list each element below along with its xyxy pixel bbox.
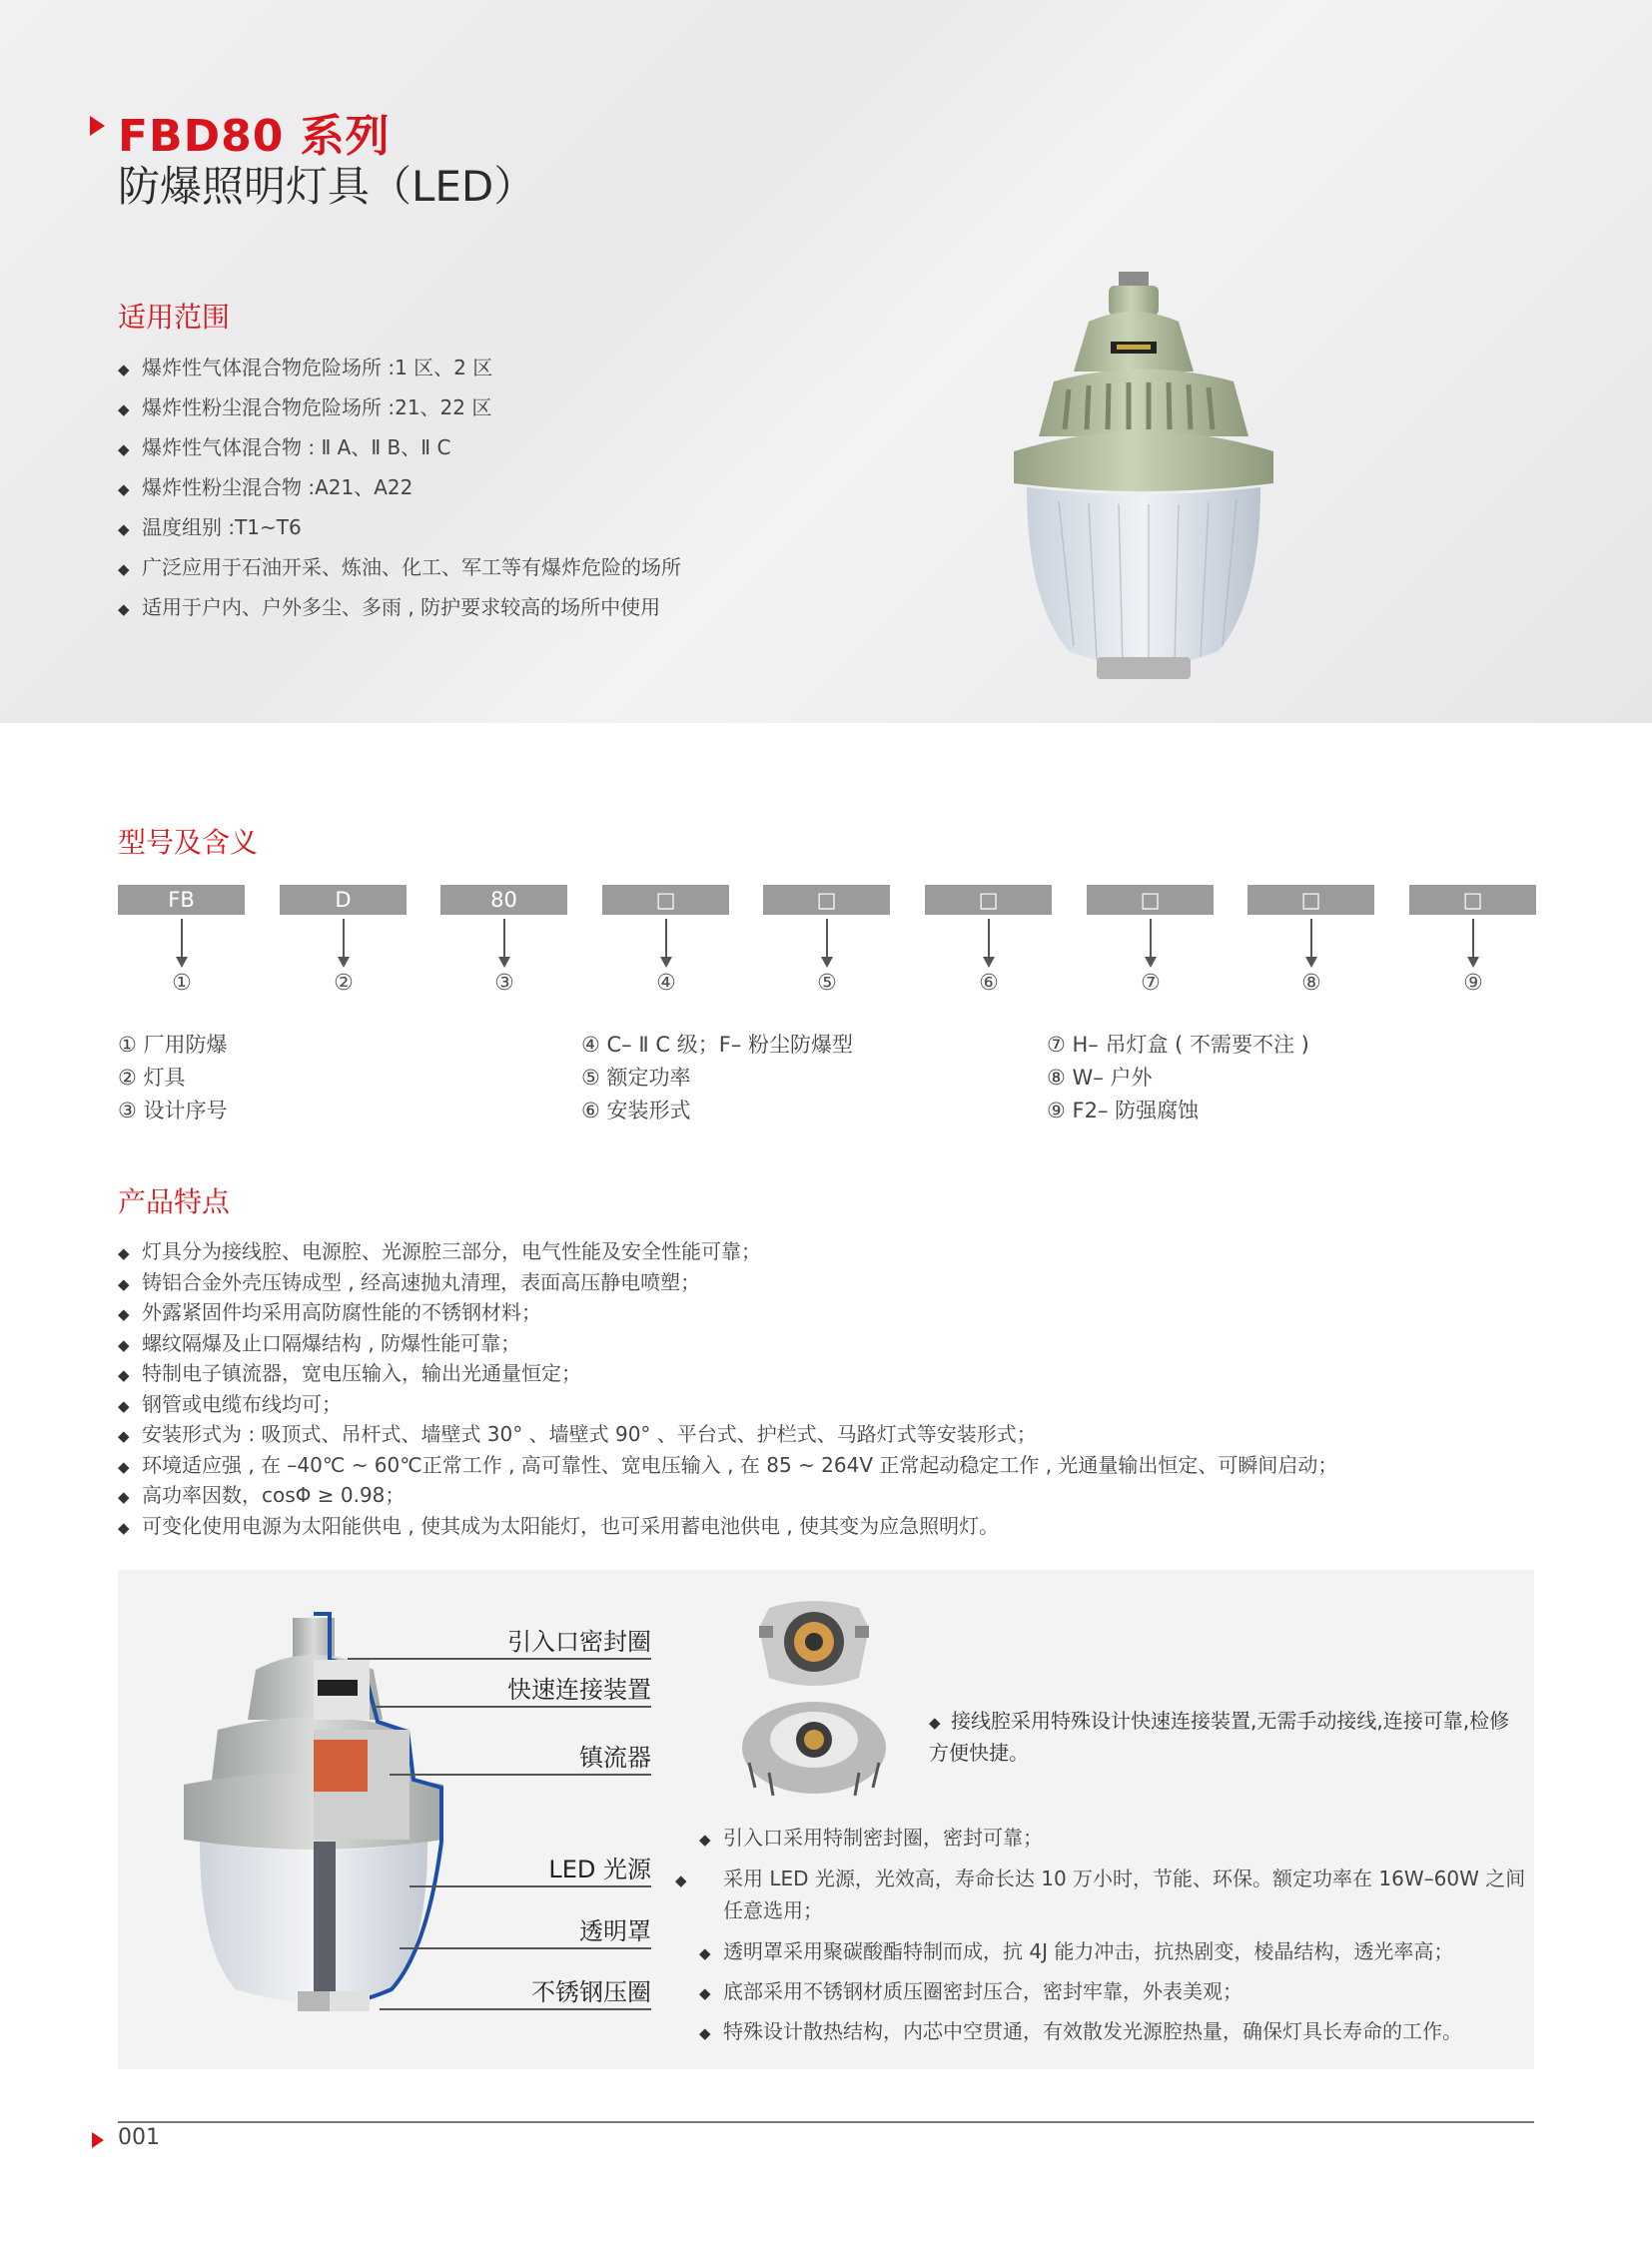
diamond-bullet-icon: ◆ <box>118 1244 130 1262</box>
code-box: □ <box>602 885 729 915</box>
scope-heading: 适用范围 <box>118 301 231 334</box>
list-item: ◆ 外露紧固件均采用高防腐性能的不锈钢材料； <box>118 1297 1337 1328</box>
arrow-line <box>343 919 345 959</box>
code-box: D <box>280 885 407 915</box>
arrow-line <box>665 919 667 959</box>
meaning-item: ⑤ 额定功率 <box>581 1066 691 1090</box>
list-item: ◆ 透明罩采用聚碳酸酯特制而成，抗 4J 能力冲击，抗热剧变，棱晶结构，透光率高； <box>699 1931 1528 1971</box>
callout-line <box>390 1774 651 1776</box>
arrow-down-icon <box>498 957 510 968</box>
meanings-col-1 <box>118 1029 228 1127</box>
list-item: ◆ 温度组别 :T1~T6 <box>118 507 681 547</box>
code-box: □ <box>1087 885 1214 915</box>
red-triangle-icon <box>90 116 105 136</box>
callout-label: 引入口密封圈 <box>507 1628 651 1656</box>
meaning-item: ⑦ H– 吊灯盒 ( 不需要不注 ) <box>1047 1033 1309 1057</box>
meaning-item: ② 灯具 <box>118 1066 186 1090</box>
arrow-line <box>1472 919 1474 959</box>
arrow-line <box>826 919 828 959</box>
meaning-item: ⑧ W– 户外 <box>1047 1066 1153 1090</box>
arrow-down-icon <box>1467 957 1479 968</box>
footer-divider <box>118 2121 1534 2123</box>
meaning-item: ① 厂用防爆 <box>118 1033 228 1057</box>
arrow-line <box>503 919 505 959</box>
callout-line <box>400 1947 651 1949</box>
diamond-bullet-icon: ◆ <box>118 361 130 378</box>
list-item: ◆ 爆炸性粉尘混合物 :A21、A22 <box>118 467 681 507</box>
callout-label: 镇流器 <box>579 1744 651 1772</box>
arrow-line <box>988 919 990 959</box>
code-index: ⑦ <box>1141 971 1161 996</box>
callout-label: LED 光源 <box>548 1856 651 1883</box>
diamond-bullet-icon: ◆ <box>118 1457 130 1476</box>
diamond-bullet-icon: ◆ <box>118 1488 130 1506</box>
diamond-bullet-icon: ◆ <box>118 600 130 618</box>
list-item: ◆ 特制电子镇流器，宽电压输入，输出光通量恒定； <box>118 1358 1337 1389</box>
list-item: ◆ 爆炸性粉尘混合物危险场所 :21、22 区 <box>118 387 681 427</box>
meaning-item: ⑨ F2– 防强腐蚀 <box>1047 1099 1200 1122</box>
scope-list <box>118 348 681 627</box>
code-box: 80 <box>440 885 567 915</box>
list-item: ◆ 铸铝合金外壳压铸成型 , 经高速抛丸清理，表面高压静电喷塑； <box>118 1267 1337 1298</box>
diamond-bullet-icon: ◆ <box>118 1335 130 1354</box>
model-heading: 型号及含义 <box>118 826 259 859</box>
list-item: ◆ 钢管或电缆布线均可； <box>118 1389 1337 1420</box>
diamond-bullet-icon: ◆ <box>118 1427 130 1445</box>
code-index: ① <box>172 971 192 996</box>
diamond-bullet-icon: ◆ <box>118 520 130 538</box>
list-item: ◆ 螺纹隔爆及止口隔爆结构 , 防爆性能可靠； <box>118 1328 1337 1359</box>
connector-photo <box>739 1598 889 1808</box>
meanings-col-3 <box>1047 1029 1309 1127</box>
code-index: ⑨ <box>1463 971 1483 996</box>
diamond-bullet-icon: ◆ <box>118 1305 130 1323</box>
diamond-bullet-icon: ◆ <box>118 480 130 498</box>
arrow-line <box>1150 919 1152 959</box>
code-box: □ <box>925 885 1052 915</box>
code-box: □ <box>1409 885 1536 915</box>
callout-label: 快速连接装置 <box>507 1676 651 1704</box>
callout-label: 不锈钢压圈 <box>531 1978 651 2006</box>
list-item: ◆ 引入口采用特制密封圈，密封可靠； <box>699 1818 1528 1858</box>
arrow-down-icon <box>1145 957 1157 968</box>
red-triangle-icon <box>92 2132 104 2148</box>
diamond-bullet-icon: ◆ <box>699 2024 711 2042</box>
list-item: ◆ 安装形式为 : 吸顶式、吊杆式、墙壁式 30° 、墙壁式 90° 、平台式、护栏式、马路灯式等安装形式； <box>118 1419 1337 1450</box>
arrow-down-icon <box>338 957 350 968</box>
list-item: ◆ 环境适应强 , 在 –40℃ ~ 60℃正常工作 , 高可靠性、宽电压输入 , 在 85 ~ 264V 正常起动稳定工作 , 光通量输出恒定、可瞬间启动； <box>118 1450 1337 1481</box>
diamond-bullet-icon: ◆ <box>929 1714 941 1732</box>
code-box: FB <box>118 885 245 915</box>
meanings-col-2 <box>581 1029 853 1127</box>
diamond-bullet-icon: ◆ <box>118 1518 130 1537</box>
diamond-bullet-icon: ◆ <box>118 1366 130 1384</box>
product-subtitle: 防爆照明灯具（LED） <box>118 162 536 211</box>
list-item: ◆ 广泛应用于石油开采、炼油、化工、军工等有爆炸危险的场所 <box>118 547 681 587</box>
code-index: ⑥ <box>979 971 999 996</box>
callout-label: 透明罩 <box>579 1917 651 1945</box>
diamond-bullet-icon: ◆ <box>118 400 130 418</box>
list-item: ◆ 灯具分为接线腔、电源腔、光源腔三部分，电气性能及安全性能可靠； <box>118 1236 1337 1267</box>
code-box: □ <box>1247 885 1374 915</box>
diamond-bullet-icon: ◆ <box>699 1831 711 1849</box>
diamond-bullet-icon: ◆ <box>675 1871 687 1889</box>
diamond-bullet-icon: ◆ <box>118 1274 130 1293</box>
meaning-item: ⑥ 安装形式 <box>581 1099 691 1122</box>
code-box: □ <box>763 885 890 915</box>
list-item: ◆ 可变化使用电源为太阳能供电 , 使其成为太阳能灯，也可采用蓄电池供电 , 使其变为应急照明灯。 <box>118 1511 1337 1542</box>
connector-note: ◆ 接线腔采用特殊设计快速连接装置,无需手动接线,连接可靠,检修方便快捷。 <box>929 1709 1510 1765</box>
list-item: ◆ 爆炸性气体混合物 : Ⅱ A、Ⅱ B、Ⅱ C <box>118 427 681 467</box>
diamond-bullet-icon: ◆ <box>118 440 130 458</box>
diamond-bullet-icon: ◆ <box>118 560 130 578</box>
arrow-down-icon <box>821 957 833 968</box>
arrow-line <box>181 919 183 959</box>
list-item: ◆ 采用 LED 光源，光效高，寿命长达 10 万小时，节能、环保。额定功率在 16W–60W 之间任意选用； <box>675 1867 1526 1922</box>
code-index: ⑤ <box>817 971 837 996</box>
callout-line <box>372 1706 651 1708</box>
list-item: ◆ 适用于户内、户外多尘、多雨 , 防护要求较高的场所中使用 <box>118 587 681 627</box>
series-title: FBD80 系列 <box>118 111 391 162</box>
features-heading: 产品特点 <box>118 1185 231 1218</box>
code-index: ③ <box>494 971 514 996</box>
arrow-down-icon <box>983 957 995 968</box>
code-index: ④ <box>656 971 676 996</box>
lamp-cutaway-image <box>178 1610 467 2019</box>
list-item: ◆ 底部采用不锈钢材质压圈密封压合，密封牢靠，外表美观； <box>699 1971 1528 2011</box>
meaning-item: ④ C– Ⅱ C 级；F– 粉尘防爆型 <box>581 1033 853 1057</box>
diamond-bullet-icon: ◆ <box>118 1396 130 1415</box>
callout-line <box>380 2008 651 2010</box>
callout-line <box>410 1885 651 1887</box>
lamp-product-image <box>999 262 1288 691</box>
arrow-line <box>1310 919 1312 959</box>
detail-list <box>675 1818 1528 2051</box>
list-item: ◆ 爆炸性气体混合物危险场所 :1 区、2 区 <box>118 348 681 387</box>
list-item: ◆ 特殊设计散热结构，内芯中空贯通，有效散发光源腔热量，确保灯具长寿命的工作。 <box>699 2011 1528 2051</box>
page-number: 001 <box>118 2125 160 2150</box>
code-index: ② <box>334 971 354 996</box>
callout-line <box>348 1658 651 1660</box>
list-item: ◆ 高功率因数，cosΦ ≥ 0.98； <box>118 1480 1337 1511</box>
diamond-bullet-icon: ◆ <box>699 1944 711 1962</box>
code-index: ⑧ <box>1301 971 1321 996</box>
arrow-down-icon <box>176 957 188 968</box>
arrow-down-icon <box>660 957 672 968</box>
features-list <box>118 1236 1337 1541</box>
diamond-bullet-icon: ◆ <box>699 1984 711 2002</box>
arrow-down-icon <box>1305 957 1317 968</box>
meaning-item: ③ 设计序号 <box>118 1099 228 1122</box>
